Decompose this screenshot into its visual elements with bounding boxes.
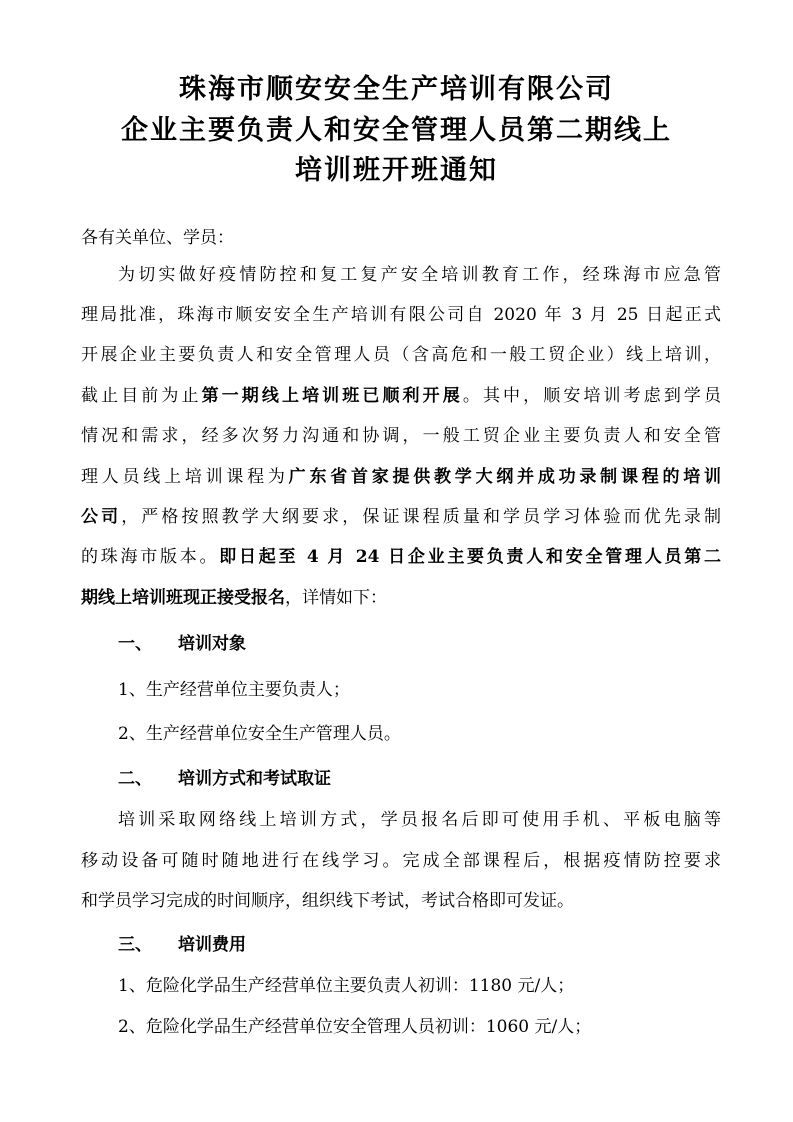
intro-line-9 [81,585,721,611]
section-number: 三、 [118,935,152,955]
intro-emphasis: 第一期线上培训班已顺利开展 [201,386,463,406]
title-line-2: 企业主要负责人和安全管理人员第二期线上 [121,115,672,146]
intro-line-8 [81,544,721,570]
title-line-3: 培训班开班通知 [295,155,498,186]
intro-line-7 [81,504,721,530]
intro-line-6 [81,464,721,490]
intro-text: 截止目前为止 [81,386,202,406]
section-1-item-2: 2、生产经营单位安全生产管理人员。 [118,724,401,744]
section-number: 一、 [118,634,152,654]
title-line-1: 珠海市顺安安全生产培训有限公司 [179,74,614,105]
section-1-heading [118,631,246,657]
intro-text: ，详情如下： [285,588,387,608]
intro-text: 。其中，顺安培训考虑到学员 [462,386,721,406]
section-title: 培训费用 [178,935,246,955]
section-title: 培训方式和考试取证 [178,769,331,789]
section-2-heading [118,766,331,792]
section-2-line-1: 培训采取网络线上培训方式，学员报名后即可使用手机、平板电脑等 [118,810,721,830]
section-number: 二、 [118,769,152,789]
section-3-item-1: 1、危险化学品生产经营单位主要负责人初训：1180 元/人； [118,976,575,996]
intro-text: ，严格按照教学大纲要求，保证课程质量和学员学习体验而优先录制 [121,507,721,527]
salutation: 各有关单位、学员： [81,228,234,248]
intro-text: 理人员线上培训课程为 [81,467,289,487]
section-2-line-3: 和学员学习完成的时间顺序，组织线下考试，考试合格即可发证。 [81,891,574,911]
intro-text: 的珠海市版本。 [81,547,220,567]
intro-emphasis: 公司 [81,507,122,527]
section-2-line-2: 移动设备可随时随地进行在线学习。完成全部课程后，根据疫情防控要求 [81,851,721,871]
section-3-item-2: 2、危险化学品生产经营单位安全管理人员初训：1060 元/人； [118,1017,592,1037]
intro-line-4 [81,383,721,409]
section-1-item-1: 1、生产经营单位主要负责人； [118,680,350,700]
intro-emphasis: 即日起至 4 月 24 日企业主要负责人和安全管理人员第二 [219,547,721,567]
section-3-heading [118,932,246,958]
intro-line-5: 情况和需求，经多次努力沟通和协调，一般工贸企业主要负责人和安全管 [81,426,721,446]
intro-emphasis: 广东省首家提供教学大纲并成功录制课程的培训 [288,467,721,487]
intro-line-3: 开展企业主要负责人和安全管理人员（含高危和一般工贸企业）线上培训， [81,345,721,365]
intro-emphasis: 期线上培训班现正接受报名 [81,588,285,608]
intro-line-1: 为切实做好疫情防控和复工复产安全培训教育工作，经珠海市应急管 [118,265,721,285]
section-title: 培训对象 [178,634,246,654]
intro-line-2: 理局批准，珠海市顺安安全生产培训有限公司自 2020 年 3 月 25 日起正式 [81,305,721,325]
